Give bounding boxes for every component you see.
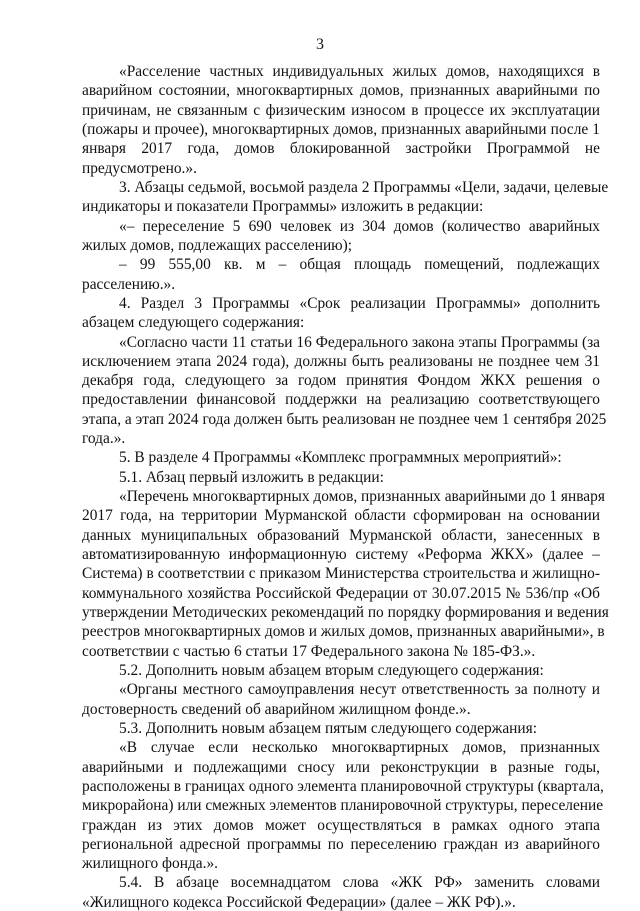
text-line: региональной адресной программы по переселению граждан из аварийного	[82, 835, 600, 853]
text-line: Система) в соответствии с приказом Министерства строительства и жилищно-	[82, 565, 600, 583]
text-line: «Перечень многоквартирных домов, признанных аварийными до 1 января	[119, 488, 605, 505]
text-line: исключением этапа 2024 года), должны быть реализованы не позднее чем 31	[82, 352, 600, 370]
text-line: граждан из этих домов может осуществляться в рамках одного этапа	[82, 816, 600, 834]
text-line: 5.4. В абзаце восемнадцатом слова «ЖК РФ» заменить словами	[119, 874, 600, 892]
text-line: реестров многоквартирных домов и жилых домов, признанных аварийными», в	[82, 623, 605, 641]
text-line: индикаторы и показатели Программы» изложить в редакции:	[82, 198, 484, 216]
text-line: соответствии с частью 6 статьи 17 Федерального закона № 185-ФЗ.».	[82, 642, 536, 660]
text-line: 4. Раздел 3 Программы «Срок реализации Программы» дополнить	[119, 294, 600, 312]
text-line: предусмотрено.».	[82, 159, 197, 177]
text-line: расположены в границах одного элемента планировочной структуры (квартала,	[82, 777, 604, 795]
text-line: года.».	[82, 430, 126, 448]
text-line: достоверность сведений об аварийном жилищном фонде.».	[82, 700, 471, 718]
text-line: этапа, а этап 2024 года должен быть реализован не позднее чем 1 сентября 2025	[82, 410, 607, 428]
text-line: 5.1. Абзац первый изложить в редакции:	[119, 468, 384, 486]
text-line: расселению.».	[82, 275, 176, 293]
text-line: «Органы местного самоуправления несут ответственность за полноту и	[119, 681, 600, 699]
text-line: утверждении Методических рекомендаций по порядку формирования и ведения	[82, 604, 609, 621]
text-line: 5.3. Дополнить новым абзацем пятым следующего содержания:	[119, 719, 537, 737]
text-line: 5. В разделе 4 Программы «Комплекс программных мероприятий»:	[119, 449, 562, 467]
text-line: причинам, не связанным с физическим износом в процессе их эксплуатации	[82, 101, 600, 119]
text-line: 2017 года, на территории Мурманской области сформирован на основании	[82, 507, 600, 525]
text-line: микрорайона) или смежных элементов планировочной структуры, переселение	[82, 797, 604, 815]
text-line: «Расселение частных индивидуальных жилых домов, находящихся в	[119, 63, 600, 80]
text-line: данных муниципальных образований Мурманской области, занесенных в	[82, 526, 600, 544]
text-line: аварийном состоянии, многоквартирных домов, признанных аварийными по	[82, 82, 600, 100]
text-line: 5.2. Дополнить новым абзацем вторым следующего содержания:	[119, 661, 544, 679]
text-line: января 2017 года, домов блокированной застройки Программой не	[82, 140, 600, 158]
text-line: предоставлении финансовой поддержки на реализацию соответствующего	[82, 391, 600, 409]
text-line: 3. Абзацы седьмой, восьмой раздела 2 Программы «Цели, задачи, целевые	[119, 178, 609, 196]
text-line: «Жилищного кодекса Российской Федерации» (далее – ЖК РФ).».	[82, 893, 516, 911]
text-line: «В случае если несколько многоквартирных домов, признанных	[119, 739, 600, 757]
text-line: абзацем следующего содержания:	[82, 314, 305, 332]
page-number: 3	[316, 36, 324, 53]
text-line: жилищного фонда.».	[82, 855, 218, 873]
text-line: автоматизированную информационную систему «Реформа ЖКХ» (далее –	[82, 546, 600, 563]
text-line: «Согласно части 11 статьи 16 Федерального закона этапы Программы (за	[119, 333, 600, 351]
text-line: коммунального хозяйства Российской Федерации от 30.07.2015 № 536/пр «Об	[82, 584, 600, 602]
text-line: «– переселение 5 690 человек из 304 домов (количество аварийных	[119, 217, 600, 235]
text-line: (пожары и прочее), многоквартирных домов, признанных аварийными после 1	[82, 121, 600, 138]
text-line: аварийными и подлежащими сносу или реконструкции в разные годы,	[82, 758, 600, 776]
text-line: декабря года, следующего за годом принятия Фондом ЖКХ решения о	[82, 372, 600, 390]
text-line: жилых домов, подлежащих расселению);	[82, 236, 353, 254]
text-line: – 99 555,00 кв. м – общая площадь помещений, подлежащих	[119, 256, 600, 274]
